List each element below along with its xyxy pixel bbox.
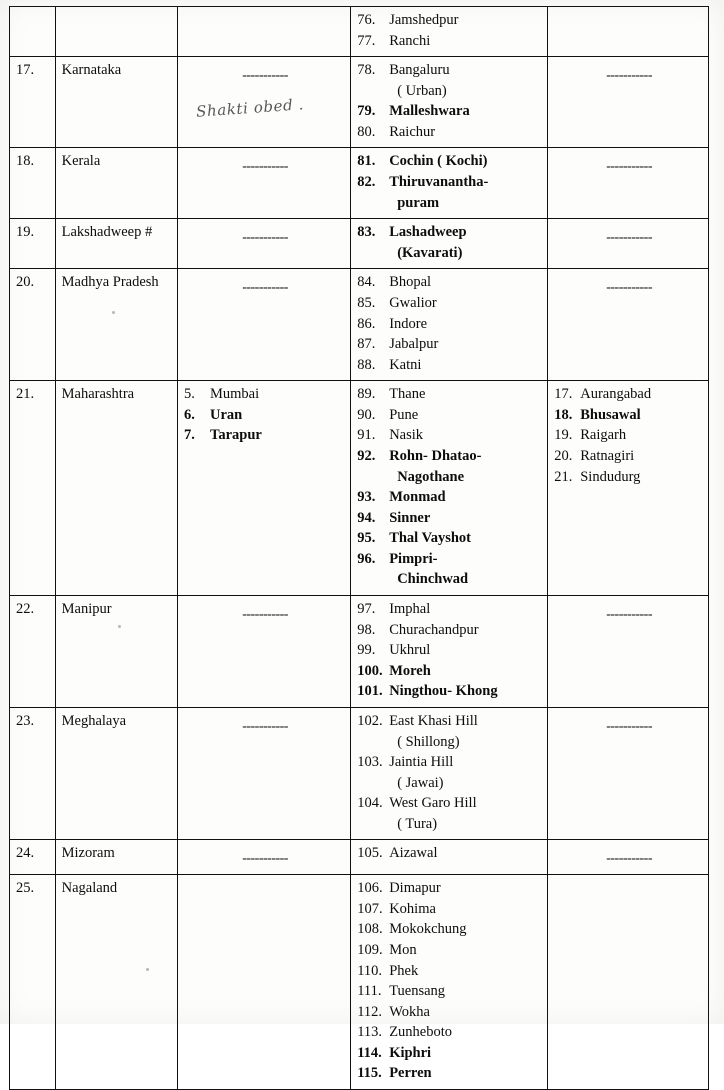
table-row	[10, 875, 709, 1090]
list-item-label: Raichur	[389, 123, 436, 140]
list-item-continuation: ( Jawai)	[397, 774, 444, 791]
cell-column-five	[548, 148, 709, 219]
serial-number: 18.	[16, 153, 35, 170]
table-body	[10, 7, 709, 1090]
list-item	[357, 1022, 543, 1043]
list-item-number: 96.	[357, 550, 376, 567]
numbered-list	[357, 878, 543, 1084]
list-item	[357, 446, 543, 467]
table-row	[10, 57, 709, 148]
numbered-list	[554, 384, 704, 487]
list-item	[357, 272, 543, 293]
dash-placeholder: -----------	[606, 718, 653, 734]
dash-placeholder: -----------	[606, 851, 653, 867]
list-item	[357, 640, 543, 661]
cell-column-five	[548, 381, 709, 596]
list-item-number: 99.	[357, 642, 376, 659]
list-item-number: 102.	[357, 712, 383, 729]
list-item-number: 106.	[357, 880, 383, 897]
cell-state-name	[55, 596, 177, 708]
list-item-number: 21.	[554, 468, 573, 485]
cell-state-name	[55, 148, 177, 219]
cell-column-four	[351, 219, 548, 269]
list-item-number: 107.	[357, 900, 383, 917]
list-item-label: Ranchi	[389, 32, 431, 49]
list-item	[357, 293, 543, 314]
list-item-label: Aizawal	[389, 845, 438, 862]
list-item	[357, 101, 543, 122]
state-name: Kerala	[61, 153, 101, 170]
list-item-label: Bangaluru	[389, 62, 450, 79]
list-item-continuation: ( Urban)	[397, 82, 447, 99]
table-row	[10, 381, 709, 596]
list-item-number: 115.	[357, 1065, 382, 1082]
list-item-number: 111.	[357, 983, 382, 1000]
list-item-label: Pimpri-	[389, 550, 438, 567]
stray-ink-mark	[112, 311, 115, 314]
list-item-number: 89.	[357, 386, 376, 403]
list-item-number: 18.	[554, 406, 573, 423]
handwritten-annotation: Shakti obed .	[195, 95, 305, 121]
list-item-label: Kiphri	[389, 1044, 432, 1061]
table-row	[10, 7, 709, 57]
list-item-label: Lashadweep	[389, 224, 467, 241]
cell-column-three	[178, 596, 351, 708]
list-item-label: Monmad	[389, 489, 446, 506]
list-item-label: Ratnagiri	[580, 447, 635, 464]
state-name: Maharashtra	[61, 386, 135, 403]
list-item-label: Moreh	[389, 662, 431, 679]
list-item	[357, 151, 543, 172]
list-item	[357, 599, 543, 620]
list-item	[357, 1063, 543, 1084]
table-row	[10, 840, 709, 875]
list-item-number: 85.	[357, 294, 376, 311]
state-name: Lakshadweep #	[61, 224, 153, 241]
list-item-number: 86.	[357, 315, 376, 332]
list-item-number: 92.	[357, 447, 376, 464]
list-item-label: Tarapur	[210, 427, 262, 444]
cell-column-five	[548, 707, 709, 839]
list-item-label: Tuensang	[389, 983, 446, 1000]
list-item-number: 110.	[357, 962, 383, 979]
dash-placeholder: -----------	[242, 280, 288, 296]
list-item-number: 95.	[357, 530, 376, 547]
cell-serial-number	[10, 7, 56, 57]
serial-number: 22.	[16, 601, 35, 618]
list-item-label: Indore	[389, 315, 428, 332]
list-item-label: Wokha	[389, 1003, 430, 1020]
list-item-label: Sindudurg	[580, 468, 641, 485]
numbered-list	[357, 711, 543, 834]
list-item	[357, 1043, 543, 1064]
numbered-list	[357, 272, 543, 375]
list-item	[357, 334, 543, 355]
cell-serial-number	[10, 269, 56, 381]
cell-state-name	[55, 219, 177, 269]
list-item-label: Pune	[389, 406, 419, 423]
list-item-label: Ukhrul	[389, 642, 431, 659]
list-item	[357, 122, 543, 143]
list-item-number: 105.	[357, 845, 383, 862]
list-item	[357, 793, 543, 814]
list-item	[357, 681, 543, 702]
serial-number: 17.	[16, 62, 35, 79]
list-item	[357, 981, 543, 1002]
list-item-number: 81.	[357, 153, 376, 170]
list-item-number: 6.	[184, 406, 195, 423]
list-item-number: 98.	[357, 621, 376, 638]
list-item	[357, 549, 543, 570]
serial-number: 21.	[16, 386, 35, 403]
cell-column-five	[548, 840, 709, 875]
list-item	[357, 940, 543, 961]
list-item	[357, 919, 543, 940]
cell-column-three	[178, 381, 351, 596]
dash-placeholder: -----------	[606, 68, 653, 84]
list-item	[184, 405, 346, 426]
list-item-label: Mumbai	[210, 386, 260, 403]
list-item-label: Bhusawal	[580, 406, 641, 423]
numbered-list	[184, 384, 346, 446]
list-item-number: 104.	[357, 795, 383, 812]
list-item-label: Ningthou- Khong	[389, 683, 498, 700]
numbered-list	[357, 60, 543, 142]
cell-column-four	[351, 875, 548, 1090]
cell-state-name	[55, 840, 177, 875]
state-name: Manipur	[61, 601, 112, 618]
list-item-continuation: (Kavarati)	[397, 244, 463, 261]
list-item-continuation: Chinchwad	[397, 571, 469, 588]
cell-serial-number	[10, 148, 56, 219]
list-item	[184, 384, 346, 405]
list-item-number: 82.	[357, 174, 376, 191]
dash-placeholder: -----------	[242, 68, 288, 84]
cell-serial-number	[10, 707, 56, 839]
cell-state-name	[55, 57, 177, 148]
list-item-number: 100.	[357, 662, 383, 679]
list-item-label: Perren	[389, 1065, 432, 1082]
list-item-number: 83.	[357, 224, 376, 241]
cell-serial-number	[10, 875, 56, 1090]
list-item-label: Cochin ( Kochi)	[389, 153, 488, 170]
table-row	[10, 596, 709, 708]
table-row	[10, 269, 709, 381]
list-item	[357, 752, 543, 773]
cell-column-three	[178, 148, 351, 219]
dash-placeholder: -----------	[242, 230, 288, 246]
dash-placeholder: -----------	[606, 607, 653, 623]
dash-placeholder: -----------	[242, 718, 288, 734]
cell-serial-number	[10, 840, 56, 875]
list-item-number: 103.	[357, 754, 383, 771]
list-item-number: 101.	[357, 683, 383, 700]
list-item-label: Churachandpur	[389, 621, 479, 638]
list-item-number: 112.	[357, 1003, 383, 1020]
cell-column-four	[351, 596, 548, 708]
list-item	[357, 899, 543, 920]
list-item	[357, 620, 543, 641]
cell-column-five	[548, 57, 709, 148]
list-item-label: Thiruvanantha-	[389, 174, 489, 191]
list-item-label: Sinner	[389, 509, 431, 526]
dash-placeholder: -----------	[242, 851, 288, 867]
list-item	[184, 425, 346, 446]
list-item-number: 113.	[357, 1024, 383, 1041]
list-item	[357, 425, 543, 446]
list-item	[554, 446, 704, 467]
list-item	[357, 528, 543, 549]
cell-state-name	[55, 381, 177, 596]
list-item-label: Jamshedpur	[389, 12, 459, 28]
numbered-list	[357, 599, 543, 702]
list-item-label: Aurangabad	[580, 386, 652, 403]
list-item	[357, 843, 543, 864]
list-item	[357, 10, 543, 31]
list-item-label: Phek	[389, 962, 419, 979]
cell-column-four	[351, 148, 548, 219]
cell-column-three	[178, 219, 351, 269]
table-row	[10, 219, 709, 269]
table-row	[10, 148, 709, 219]
states-cities-table	[9, 6, 709, 1090]
list-item-number: 78.	[357, 62, 376, 79]
list-item-number: 77.	[357, 32, 376, 49]
list-item-label: Thane	[389, 386, 426, 403]
list-item-label: Thal Vayshot	[389, 530, 471, 547]
list-item-number: 91.	[357, 427, 376, 444]
list-item	[357, 487, 543, 508]
cell-column-five	[548, 596, 709, 708]
list-item-number: 97.	[357, 601, 376, 618]
list-item-label: West Garo Hill	[389, 795, 477, 812]
list-item-label: Rohn- Dhatao-	[389, 447, 482, 464]
numbered-list	[357, 151, 543, 213]
list-item	[357, 355, 543, 376]
list-item-number: 76.	[357, 12, 376, 28]
cell-column-four	[351, 840, 548, 875]
list-item-number: 79.	[357, 103, 376, 120]
cell-column-five	[548, 7, 709, 57]
cell-state-name	[55, 7, 177, 57]
list-item-label: Raigarh	[580, 427, 627, 444]
list-item-label: Katni	[389, 356, 422, 373]
cell-column-three	[178, 840, 351, 875]
cell-column-five	[548, 219, 709, 269]
state-name: Meghalaya	[61, 712, 127, 729]
numbered-list	[357, 384, 543, 590]
list-item-number: 19.	[554, 427, 573, 444]
state-name: Madhya Pradesh	[61, 274, 159, 291]
cell-column-four	[351, 7, 548, 57]
list-item-label: Dimapur	[389, 880, 441, 897]
serial-number: 20.	[16, 274, 35, 291]
list-item-label: Kohima	[389, 900, 436, 917]
list-item	[357, 711, 543, 732]
dash-placeholder: -----------	[242, 159, 288, 175]
cell-serial-number	[10, 596, 56, 708]
list-item-continuation: puram	[397, 194, 440, 211]
list-item-label: Jabalpur	[389, 336, 439, 353]
list-item-number: 84.	[357, 274, 376, 291]
cell-serial-number	[10, 381, 56, 596]
list-item	[357, 222, 543, 243]
list-item-label: Imphal	[389, 601, 431, 618]
list-item-number: 20.	[554, 447, 573, 464]
list-item-number: 87.	[357, 336, 376, 353]
list-item-label: East Khasi Hill	[389, 712, 478, 729]
list-item-label: Malleshwara	[389, 103, 470, 120]
list-item	[357, 314, 543, 335]
list-item	[357, 172, 543, 193]
cell-column-four	[351, 269, 548, 381]
list-item	[554, 467, 704, 488]
list-item	[554, 384, 704, 405]
list-item-continuation: Nagothane	[397, 468, 465, 485]
cell-state-name	[55, 707, 177, 839]
list-item	[357, 661, 543, 682]
list-item-label: Zunheboto	[389, 1024, 453, 1041]
list-item-number: 108.	[357, 921, 383, 938]
list-item-number: 5.	[184, 386, 195, 403]
cell-column-four	[351, 381, 548, 596]
list-item-number: 17.	[554, 386, 573, 403]
list-item-label: Gwalior	[389, 294, 437, 311]
list-item	[554, 425, 704, 446]
list-item	[357, 31, 543, 52]
dash-placeholder: -----------	[606, 230, 653, 246]
list-item-label: Nasik	[389, 427, 424, 444]
list-item-label: Bhopal	[389, 274, 432, 291]
state-name: Nagaland	[61, 880, 118, 897]
list-item	[357, 961, 543, 982]
list-item-number: 94.	[357, 509, 376, 526]
list-item	[554, 405, 704, 426]
cell-column-three	[178, 269, 351, 381]
cell-column-three	[178, 707, 351, 839]
cell-column-three	[178, 7, 351, 57]
list-item-number: 114.	[357, 1044, 382, 1061]
list-item-number: 80.	[357, 123, 376, 140]
stray-ink-mark	[146, 968, 149, 971]
list-item-number: 93.	[357, 489, 376, 506]
cell-column-five	[548, 269, 709, 381]
list-item-number: 7.	[184, 427, 195, 444]
list-item-continuation: ( Shillong)	[397, 733, 460, 750]
serial-number: 19.	[16, 224, 35, 241]
cell-serial-number	[10, 57, 56, 148]
cell-column-three	[178, 875, 351, 1090]
numbered-list	[357, 843, 543, 864]
state-name: Mizoram	[61, 845, 115, 862]
list-item-number: 88.	[357, 356, 376, 373]
cell-serial-number	[10, 219, 56, 269]
cell-column-five	[548, 875, 709, 1090]
list-item	[357, 1002, 543, 1023]
list-item-number: 109.	[357, 942, 383, 958]
cell-state-name	[55, 269, 177, 381]
numbered-list	[357, 10, 543, 51]
list-item	[357, 405, 543, 426]
cell-state-name	[55, 875, 177, 1090]
cell-column-four	[351, 707, 548, 839]
cell-column-three	[178, 57, 351, 148]
list-item	[357, 60, 543, 81]
list-item-label: Uran	[210, 406, 243, 423]
list-item-number: 90.	[357, 406, 376, 423]
serial-number: 23.	[16, 712, 35, 729]
list-item-label: Mon	[389, 942, 417, 958]
cell-column-four	[351, 57, 548, 148]
serial-number: 24.	[16, 845, 35, 862]
dash-placeholder: -----------	[606, 280, 653, 296]
list-item-label: Jaintia Hill	[389, 754, 454, 771]
serial-number: 25.	[16, 880, 35, 897]
state-name: Karnataka	[61, 62, 122, 79]
dash-placeholder: -----------	[242, 607, 288, 623]
table-row	[10, 707, 709, 839]
numbered-list	[357, 222, 543, 263]
dash-placeholder: -----------	[606, 159, 653, 175]
list-item	[357, 384, 543, 405]
list-item-label: Mokokchung	[389, 921, 467, 938]
stray-ink-mark	[118, 625, 121, 628]
list-item	[357, 878, 543, 899]
list-item-continuation: ( Tura)	[397, 815, 438, 832]
list-item	[357, 508, 543, 529]
